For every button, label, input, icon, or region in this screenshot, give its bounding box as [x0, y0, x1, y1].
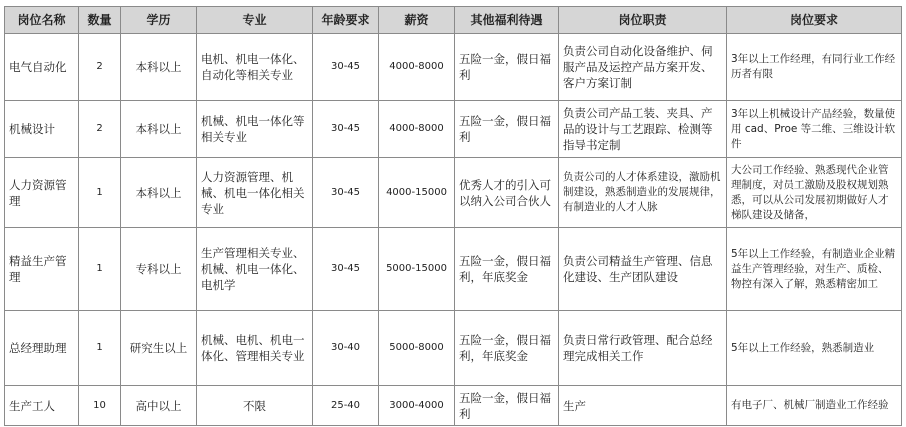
recruitment-table	[4, 6, 902, 426]
cell-salary: 4000-8000	[379, 101, 455, 158]
cell-age: 30-45	[313, 34, 379, 101]
cell-age: 30-40	[313, 311, 379, 386]
cell-duties: 负责公司精益生产管理、信息化建设、生产团队建设	[559, 228, 727, 311]
cell-age: 30-45	[313, 228, 379, 311]
header-age: 年龄要求	[313, 7, 379, 34]
cell-duties: 负责公司产品工装、夹具、产品的设计与工艺跟踪、检测等指导书定制	[559, 101, 727, 158]
cell-requirements: 5年以上工作经验，有制造业企业精益生产管理经验，对生产、质检、物控有深入了解，熟悉精密加工	[727, 228, 902, 311]
cell-count: 1	[79, 311, 121, 386]
cell-duties: 生产	[559, 386, 727, 426]
cell-duties: 负责公司自动化设备维护、伺服产品及运控产品方案开发、客户方案订制	[559, 34, 727, 101]
cell-requirements: 3年以上工作经理，有同行业工作经历者有限	[727, 34, 902, 101]
cell-count: 10	[79, 386, 121, 426]
cell-education: 研究生以上	[121, 311, 197, 386]
header-requirements: 岗位要求	[727, 7, 902, 34]
cell-title: 人力资源管理	[5, 158, 79, 228]
table-row	[5, 228, 902, 311]
cell-education: 本科以上	[121, 101, 197, 158]
cell-benefits: 五险一金，假日福利	[455, 386, 559, 426]
cell-salary: 3000-4000	[379, 386, 455, 426]
cell-salary: 5000-8000	[379, 311, 455, 386]
cell-requirements: 有电子厂、机械厂制造业工作经验	[727, 386, 902, 426]
cell-major: 机械、机电一体化等相关专业	[197, 101, 313, 158]
table-row	[5, 34, 902, 101]
cell-education: 高中以上	[121, 386, 197, 426]
cell-benefits: 五险一金，假日福利	[455, 34, 559, 101]
cell-count: 2	[79, 34, 121, 101]
cell-age: 30-45	[313, 158, 379, 228]
cell-requirements: 3年以上机械设计产品经验，数量使用 cad、Proe 等二维、三维设计软件	[727, 101, 902, 158]
table-row	[5, 386, 902, 426]
header-count: 数量	[79, 7, 121, 34]
cell-title: 电气自动化	[5, 34, 79, 101]
cell-major: 不限	[197, 386, 313, 426]
cell-requirements: 大公司工作经验、熟悉现代企业管理制度，对员工激励及股权规划熟悉，可以从公司发展初期做好人才梯队建设及储备，	[727, 158, 902, 228]
cell-title: 机械设计	[5, 101, 79, 158]
cell-major: 人力资源管理、机械、机电一体化相关专业	[197, 158, 313, 228]
cell-duties: 负责公司的人才体系建设，激励机制建设，熟悉制造业的发展规律，有制造业的人才人脉	[559, 158, 727, 228]
cell-count: 1	[79, 228, 121, 311]
cell-age: 30-45	[313, 101, 379, 158]
header-benefits: 其他福利待遇	[455, 7, 559, 34]
cell-salary: 5000-15000	[379, 228, 455, 311]
cell-education: 专科以上	[121, 228, 197, 311]
cell-count: 2	[79, 101, 121, 158]
cell-benefits: 五险一金，假日福利	[455, 101, 559, 158]
header-major: 专业	[197, 7, 313, 34]
cell-major: 生产管理相关专业、机械、机电一体化、电机学	[197, 228, 313, 311]
cell-salary: 4000-15000	[379, 158, 455, 228]
cell-title: 生产工人	[5, 386, 79, 426]
cell-benefits: 优秀人才的引入可以纳入公司合伙人	[455, 158, 559, 228]
cell-education: 本科以上	[121, 34, 197, 101]
cell-count: 1	[79, 158, 121, 228]
cell-benefits: 五险一金，假日福利，年底奖金	[455, 228, 559, 311]
header-title: 岗位名称	[5, 7, 79, 34]
header-salary: 薪资	[379, 7, 455, 34]
cell-title: 精益生产管理	[5, 228, 79, 311]
cell-duties: 负责日常行政管理、配合总经理完成相关工作	[559, 311, 727, 386]
table-row	[5, 158, 902, 228]
cell-major: 电机、机电一体化、自动化等相关专业	[197, 34, 313, 101]
cell-title: 总经理助理	[5, 311, 79, 386]
header-duties: 岗位职责	[559, 7, 727, 34]
cell-age: 25-40	[313, 386, 379, 426]
cell-requirements: 5年以上工作经验，熟悉制造业	[727, 311, 902, 386]
header-education: 学历	[121, 7, 197, 34]
cell-benefits: 五险一金，假日福利，年底奖金	[455, 311, 559, 386]
cell-education: 本科以上	[121, 158, 197, 228]
cell-major: 机械、电机、机电一体化、管理相关专业	[197, 311, 313, 386]
table-row	[5, 101, 902, 158]
header-row	[5, 7, 902, 34]
cell-salary: 4000-8000	[379, 34, 455, 101]
table-row	[5, 311, 902, 386]
